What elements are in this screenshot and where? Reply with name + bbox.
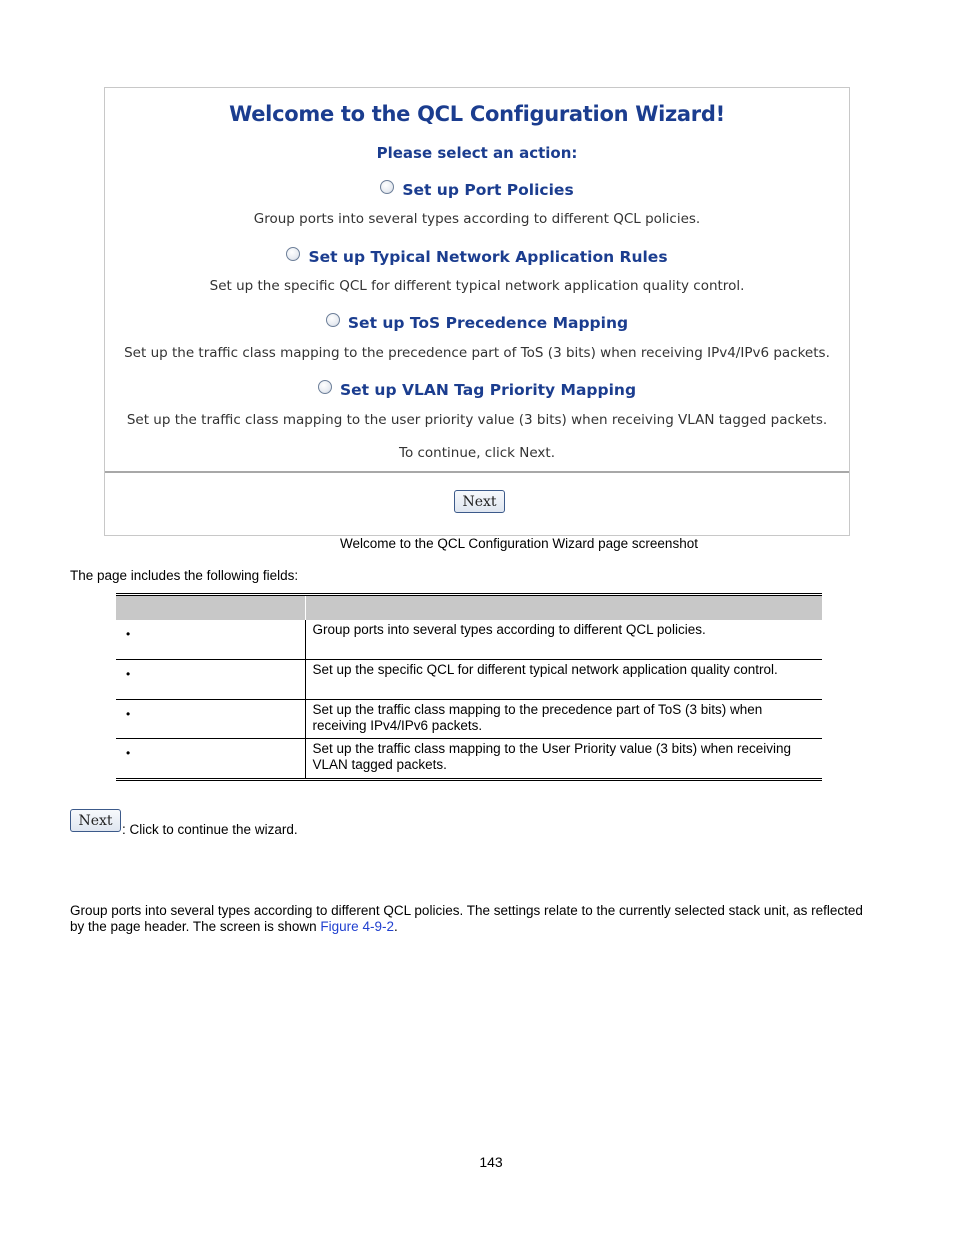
wizard-title: Welcome to the QCL Configuration Wizard! — [229, 102, 725, 126]
figure-link[interactable]: Figure 4-9-2 — [320, 919, 394, 934]
radio-icon[interactable] — [380, 180, 394, 194]
option-label: Set up Port Policies — [402, 181, 574, 199]
row-description: Set up the traffic class mapping to the User Priority value (3 bits) when receiving VLAN tagged packets. — [305, 739, 822, 780]
paragraph-text: Group ports into several types according to different QCL policies. The settings relate to the currently selected stack unit, as reflected by the page header. The screen is shown — [70, 903, 863, 934]
option-label: Set up Typical Network Application Rules — [308, 248, 668, 266]
option-description: Set up the traffic class mapping to the user priority value (3 bits) when receiving VLAN tagged packets. — [126, 412, 828, 428]
row-description: Set up the traffic class mapping to the precedence part of ToS (3 bits) when receiving IPv4/IPv6 packets. — [305, 700, 822, 739]
option-port-policies[interactable] — [105, 180, 849, 199]
option-tos-precedence-mapping[interactable] — [105, 313, 849, 332]
bullet-icon: • — [126, 707, 131, 721]
wizard-divider — [105, 471, 849, 473]
figure-caption: Welcome to the QCL Configuration Wizard page screenshot — [340, 536, 698, 551]
continue-instruction: To continue, click Next. — [399, 445, 555, 461]
bullet-icon: • — [126, 746, 131, 760]
option-network-application-rules[interactable] — [105, 247, 849, 266]
intro-text: The page includes the following fields: — [70, 568, 299, 583]
wizard-next-button[interactable]: Next — [454, 490, 505, 513]
radio-icon[interactable] — [318, 380, 332, 394]
option-label: Set up ToS Precedence Mapping — [347, 314, 629, 332]
table-row — [116, 660, 822, 700]
row-description: Set up the specific QCL for different typical network application quality control. — [305, 660, 822, 700]
option-description: Set up the specific QCL for different typical network application quality control. — [209, 278, 745, 294]
fields-table — [116, 593, 822, 781]
page-number: 143 — [479, 1154, 503, 1170]
radio-icon[interactable] — [326, 313, 340, 327]
row-description: Group ports into several types according to different QCL policies. — [305, 620, 822, 660]
qcl-wizard-screenshot — [104, 87, 850, 536]
next-button-description: : Click to continue the wizard. — [122, 822, 298, 837]
table-row — [116, 620, 822, 660]
radio-icon[interactable] — [286, 247, 300, 261]
next-button[interactable]: Next — [70, 809, 121, 832]
option-label: Set up VLAN Tag Priority Mapping — [339, 381, 637, 399]
wizard-prompt: Please select an action: — [376, 144, 578, 162]
paragraph-end: . — [393, 919, 398, 934]
table-header-row — [116, 595, 822, 621]
body-paragraph — [70, 903, 870, 935]
table-row — [116, 700, 822, 739]
option-description: Group ports into several types according to different QCL policies. — [253, 211, 701, 227]
option-description: Set up the traffic class mapping to the precedence part of ToS (3 bits) when receiving IPv4/IPv6 packets. — [124, 345, 830, 361]
header-object — [116, 595, 305, 621]
option-vlan-tag-priority-mapping[interactable] — [105, 380, 849, 399]
header-description — [305, 595, 822, 621]
bullet-icon: • — [126, 627, 131, 641]
table-row — [116, 739, 822, 780]
bullet-icon: • — [126, 667, 131, 681]
